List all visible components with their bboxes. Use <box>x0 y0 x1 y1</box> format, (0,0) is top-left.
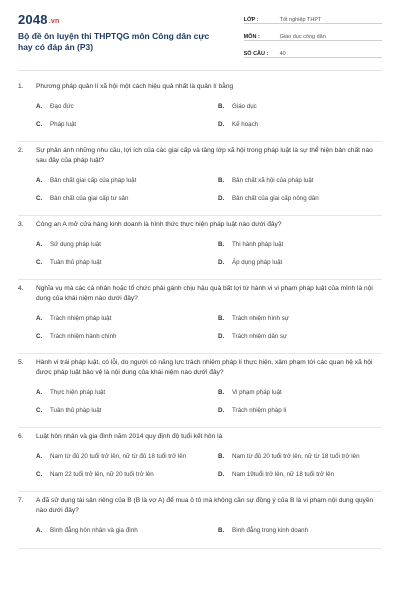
question-text: Luật hôn nhân và gia đình năm 2014 quy định độ tuổi kết hôn là <box>36 433 223 440</box>
answer-option[interactable] <box>18 470 200 480</box>
answer-letter: D. <box>218 120 225 128</box>
answer-letter: C. <box>36 120 43 128</box>
answer-options <box>18 310 382 345</box>
question-block <box>18 216 382 280</box>
meta-row <box>244 12 382 24</box>
answer-letter: B. <box>218 453 225 460</box>
answer-letter: A. <box>36 103 43 110</box>
answer-letter: C. <box>36 194 43 202</box>
question-stem <box>18 432 382 442</box>
meta-value: Tốt nghiệp THPT <box>279 17 322 23</box>
question-block <box>18 142 382 216</box>
answer-letter: B. <box>218 103 225 110</box>
header-divider <box>18 70 382 71</box>
answer-options <box>18 522 382 540</box>
answer-option[interactable] <box>18 176 200 186</box>
answer-option[interactable] <box>18 240 200 250</box>
question-block <box>18 354 382 428</box>
answer-text: Vi phạm pháp luật <box>232 389 282 396</box>
question-number: 3. <box>18 221 24 228</box>
answer-letter: C. <box>36 258 43 266</box>
question-block <box>18 428 382 492</box>
answer-option[interactable] <box>18 314 200 324</box>
answer-text: Pháp luật <box>50 120 77 128</box>
question-stem <box>18 358 382 378</box>
answer-text: Bản chất giai cấp của pháp luật <box>50 177 137 184</box>
question-number: 5. <box>18 359 24 366</box>
answer-option[interactable] <box>18 452 200 462</box>
answer-text: Trách nhiệm hình sự <box>232 315 289 322</box>
answer-text: Đạo đức <box>50 103 74 110</box>
question-stem <box>18 220 382 230</box>
answer-text: Kế hoạch <box>232 120 259 128</box>
answer-text: Nam từ đủ 20 tuổi trở lên, nữ từ đủ 18 tuổi trở lên <box>50 453 187 460</box>
answer-text: Nam 22 tuổi trở lên, nữ 20 tuổi trở lên <box>50 470 154 478</box>
question-number: 1. <box>18 83 24 90</box>
answer-option[interactable] <box>200 194 382 204</box>
meta-row <box>244 46 382 58</box>
answer-letter: A. <box>36 315 43 322</box>
answer-options <box>18 98 382 133</box>
answer-option[interactable] <box>200 102 382 112</box>
answer-option[interactable] <box>200 388 382 398</box>
question-stem <box>18 284 382 304</box>
question-text: A đã sử dụng tài sản riêng của B (B là vợ A) để mua ô tô mà không cần sự đồng ý của B là vi phạm nội dung quyền nào dưới đây? <box>36 497 374 514</box>
answer-option[interactable] <box>18 120 200 130</box>
answer-option[interactable] <box>200 258 382 268</box>
answer-option[interactable] <box>200 240 382 250</box>
meta-label: LỚP : <box>243 17 259 23</box>
meta-row <box>244 29 382 41</box>
meta-label: MÔN : <box>243 34 260 40</box>
answer-text: Trách nhiệm pháp lí <box>232 406 287 414</box>
answer-option[interactable] <box>200 332 382 342</box>
answer-option[interactable] <box>18 526 200 536</box>
question-number: 4. <box>18 285 24 292</box>
answer-text: Bản chất xã hội của pháp luật <box>232 177 314 184</box>
answer-text: Trách nhiệm pháp luật <box>50 315 112 322</box>
question-list <box>18 78 382 549</box>
answer-option[interactable] <box>200 526 382 536</box>
answer-text: Sử dụng pháp luật <box>50 241 101 248</box>
answer-option[interactable] <box>200 314 382 324</box>
answer-option[interactable] <box>18 102 200 112</box>
question-stem <box>18 146 382 166</box>
answer-letter: A. <box>36 527 43 534</box>
answer-letter: A. <box>36 389 43 396</box>
question-text: Hành vi trái pháp luật, có lỗi, do người có năng lực trách nhiệm pháp lí thực hiện, xâm phạm tới các quan hệ xã hội được pháp luật bảo vệ là nội dung của khái niệm nào dưới đây? <box>36 359 373 376</box>
question-number: 2. <box>18 147 24 154</box>
logo-suffix: .vn <box>48 18 60 25</box>
answer-text: Tuân thủ pháp luật <box>50 406 102 414</box>
question-text: Nghĩa vụ mà các cá nhân hoặc tổ chức phải gánh chịu hậu quả bất lợi từ hành vi vi phạm pháp luật của mình là nội dung của khái niệm nào dưới đây? <box>36 285 373 302</box>
answer-letter: D. <box>218 470 225 478</box>
answer-letter: B. <box>218 527 225 534</box>
answer-option[interactable] <box>18 388 200 398</box>
meta-label: SỐ CÂU : <box>243 51 269 57</box>
answer-letter: C. <box>36 406 43 414</box>
answer-letter: A. <box>36 177 43 184</box>
logo-text: 2048 <box>18 12 48 27</box>
answer-text: Giáo dục <box>232 103 257 110</box>
answer-letter: B. <box>218 241 225 248</box>
answer-option[interactable] <box>200 176 382 186</box>
question-block <box>18 78 382 142</box>
answer-letter: B. <box>218 315 225 322</box>
answer-text: Bình đẳng hôn nhân và gia đình <box>50 527 138 534</box>
answer-letter: D. <box>218 332 225 340</box>
page-header <box>0 0 400 58</box>
answer-option[interactable] <box>200 406 382 416</box>
answer-letter: C. <box>36 332 43 340</box>
answer-options <box>18 172 382 207</box>
answer-text: Nam từ đủ 20 tuổi trở lên, nữ từ 18 tuổi trở lên <box>232 453 360 460</box>
header-left <box>18 12 226 58</box>
answer-letter: C. <box>36 470 43 478</box>
answer-option[interactable] <box>200 470 382 480</box>
meta-value: Giáo dục công dân <box>279 34 326 40</box>
answer-text: Bản chất của giai cấp nông dân <box>232 194 319 202</box>
question-block <box>18 280 382 354</box>
answer-text: Áp dụng pháp luật <box>232 258 283 266</box>
answer-option[interactable] <box>200 120 382 130</box>
answer-letter: D. <box>218 258 225 266</box>
answer-text: Thi hành pháp luật <box>232 241 284 248</box>
question-number: 7. <box>18 497 24 504</box>
answer-option[interactable] <box>18 258 200 268</box>
meta-info <box>244 12 382 58</box>
question-text: Phương pháp quản lí xã hội một cách hiệu quả nhất là quản lí bằng <box>36 83 234 90</box>
answer-text: Bình đẳng trong kinh doanh <box>232 527 309 534</box>
document-title: Bộ đề ôn luyện thi THPTQG môn Công dân cực hay có đáp án (P3) <box>18 31 210 52</box>
answer-letter: A. <box>36 241 43 248</box>
answer-letter: D. <box>218 194 225 202</box>
question-stem <box>18 496 382 516</box>
question-stem <box>18 82 382 92</box>
answer-letter: B. <box>218 177 225 184</box>
answer-text: Nam 19tuổi trở lên, nữ 18 tuổi trở lên <box>232 470 335 478</box>
answer-text: Trách nhiệm hành chính <box>50 332 117 340</box>
question-block <box>18 492 382 549</box>
question-text: Công an A mở cửa hàng kinh doanh là hình thức thực hiện pháp luật nào dưới đây? <box>36 221 282 228</box>
answer-text: Tuân thủ pháp luật <box>50 258 102 266</box>
answer-options <box>18 448 382 483</box>
answer-text: Trách nhiệm dân sự <box>232 332 288 340</box>
site-logo[interactable] <box>18 12 226 27</box>
answer-options <box>18 236 382 271</box>
question-text: Sự phản ánh những nhu cầu, lợi ích của các giai cấp và tầng lớp xã hội trong pháp luật là sự thể hiện bản chất nào sau đây của pháp luật? <box>36 147 373 164</box>
answer-letter: B. <box>218 389 225 396</box>
answer-text: Bản chất của giai cấp tư sản <box>50 194 129 202</box>
answer-option[interactable] <box>200 452 382 462</box>
answer-letter: D. <box>218 406 225 414</box>
answer-letter: A. <box>36 453 43 460</box>
meta-value: 40 <box>279 51 286 57</box>
question-number: 6. <box>18 433 24 440</box>
answer-text: Thực hiện pháp luật <box>50 389 106 396</box>
answer-option[interactable] <box>18 406 200 416</box>
answer-option[interactable] <box>18 332 200 342</box>
answer-option[interactable] <box>18 194 200 204</box>
answer-options <box>18 384 382 419</box>
